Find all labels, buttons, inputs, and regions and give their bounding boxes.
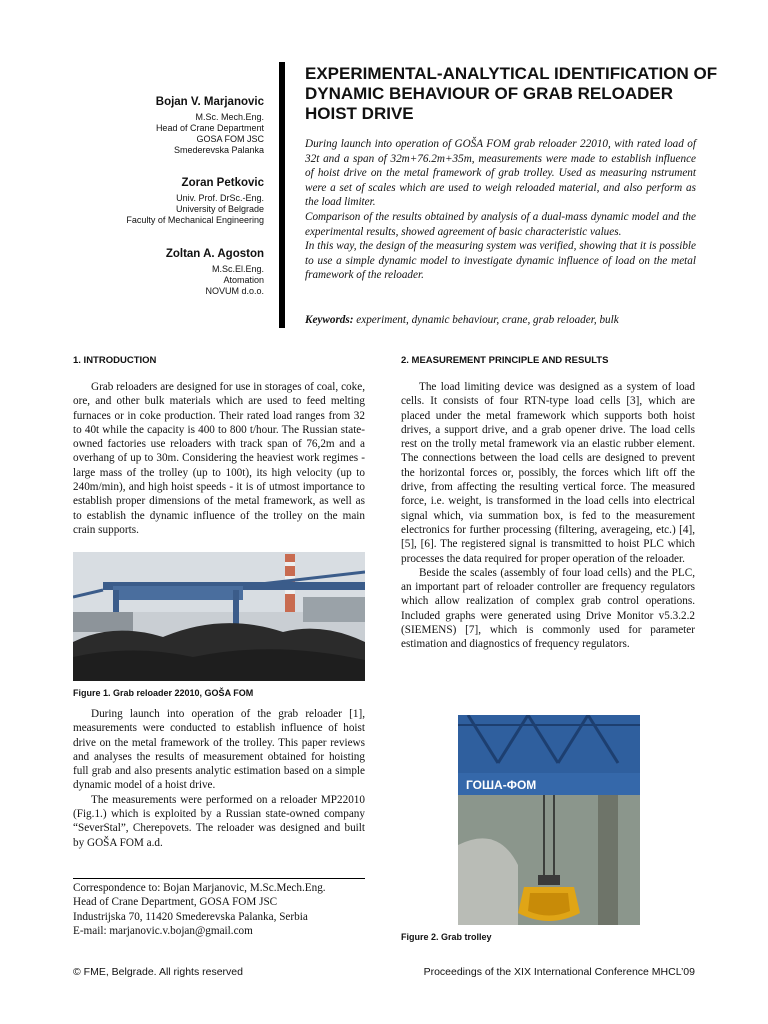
paragraph: The measurements were performed on a reloader MP22010 (Fig.1.) which is exploited by a Russian state-owned company “SeverStal”, Cherepovets. The reloader was designed and built by GOŠA FOM a.d.	[73, 793, 365, 849]
abstract	[305, 137, 696, 283]
author-block-1	[156, 96, 264, 156]
author-block-3	[166, 248, 264, 297]
footer-proceedings: Proceedings of the XIX International Conference MHCL’09	[423, 966, 695, 978]
grab-reloader-photo	[73, 552, 365, 681]
figure-2-caption: Figure 2. Grab trolley	[401, 932, 492, 942]
author-name: Zoran Petkovic	[181, 177, 264, 189]
paragraph: Grab reloaders are designed for use in storages of coal, coke, ore, and other bulk materials which are used to feed melting furnaces or in coke production. Their rated load ranges from 32 to 40t while the capacity is 400 to 800 t/hour. The Russian state-owned factories use reloaders with track span of 76,2m and a overhang of up to 30m. Considering the heaviest work regimes - large mass of the trolley (up to 100t), its high velocity (up to 240m/min), and high hoist speeds - it is of utmost importance to establish proper dimensions of the metal framework, as well as to establish the dynamic influence of the trolley on the main crain supports.	[73, 381, 365, 536]
keywords	[305, 314, 619, 326]
abstract-paragraph: Comparison of the results obtained by analysis of a dual-mass dynamic model and the experimental results, showed agreement of basic characteristic values.	[305, 210, 696, 238]
author-block-2	[126, 177, 264, 226]
figure-1-image	[73, 552, 365, 681]
author-name: Bojan V. Marjanovic	[155, 96, 264, 108]
abstract-paragraph: In this way, the design of the measuring system was verified, showing that it is possible to use a simple dynamic model to investigate dynamic influence of load on the metal framework of the reloader.	[305, 240, 696, 282]
figure-2-sign-text: ГОША-ФОМ	[466, 778, 537, 792]
correspondence	[73, 881, 373, 938]
author-affiliation: Atomation	[223, 275, 264, 285]
author-affiliation: Smederevska Palanka	[173, 145, 264, 155]
section-heading-introduction: 1. INTRODUCTION	[73, 355, 157, 366]
correspondence-email: E-mail: marjanovic.v.bojan@gmail.com	[73, 924, 253, 937]
abstract-paragraph: During launch into operation of GOŠA FOM grab reloader 22010, with rated load of 32t and a span of 32m+76.2m+35m, measurements were made to establish influence of hoist drive on the metal framework of grab trolley. Used as measuring nstrument were a set of scales which are used to weigh reloaded material, and also perform as the load limiter.	[305, 138, 696, 209]
correspondence-line: Correspondence to: Bojan Marjanovic, M.Sc.Mech.Eng.	[73, 882, 326, 894]
paragraph: During launch into operation of the grab reloader [1], measurements were conducted to establish influence of hoist drive on the metal framework of the trolley. This paper reviews and analyses the results of measurement obtained for hoisting full grab and also presents analytic estimation based on a simple dynamic model of a hoist drive.	[73, 708, 365, 792]
correspondence-line: Head of Crane Department, GOSA FOM JSC	[73, 896, 278, 909]
paragraph: The load limiting device was designed as a system of load cells. It consists of four RTN-type load cells [3], which are placed under the metal framework which supports both hoist drives, a support drive, and a grab opener drive. The load cells rest on the trolly metal framework via an elastic rubber element. The connections between the load cells are designed to prevent the horizontal forces or, possibly, the forces which lift off the drive, from affecting the resulting vertical force. The measured force, i.e. weight, is transformed in the load cells into electrical signal which, via summation box, is fed to the measurement electronics for further processing (filtering, averageing, etc.) [4], [5], [6]. The registered signal is transmitted to hoist PLC which processes the data required for proper operation of the reloader.	[401, 381, 695, 565]
measurement-text	[401, 380, 695, 652]
figure-1-caption: Figure 1. Grab reloader 22010, GOŠA FOM	[73, 688, 254, 698]
author-affiliation: Univ. Prof. DrSc.-Eng.	[176, 193, 264, 203]
correspondence-line: Industrijska 70, 11420 Smederevska Palanka, Serbia	[73, 910, 308, 923]
title-divider-bar	[279, 62, 285, 328]
paragraph: Beside the scales (assembly of four load cells) and the PLC, an important part of reloader controller are frequency regulators which allow realization of complex grab control operations. Included graphs were generated using Drive Monitor v5.3.2.2 (SIEMENS) [7], which is commonly used for parameter estimation and diagnostics of frequency regulators.	[401, 566, 695, 651]
author-affiliation: University of Belgrade	[175, 204, 264, 214]
footer-copyright: © FME, Belgrade. All rights reserved	[73, 966, 243, 978]
author-affiliation: GOSA FOM JSC	[196, 134, 264, 144]
figure-2-image	[458, 715, 640, 925]
author-affiliation: M.Sc.El.Eng.	[211, 264, 264, 274]
author-name: Zoltan A. Agoston	[165, 248, 264, 260]
paper-title: EXPERIMENTAL-ANALYTICAL IDENTIFICATION OF DYNAMIC BEHAVIOUR OF GRAB RELOADER HOIST DRIVE	[305, 64, 718, 123]
author-affiliation: M.Sc. Mech.Eng.	[195, 112, 264, 122]
introduction-text-continued	[73, 707, 365, 850]
author-affiliation: Head of Crane Department	[155, 123, 264, 133]
section-heading-measurement: 2. MEASUREMENT PRINCIPLE AND RESULTS	[401, 355, 609, 366]
grab-trolley-photo	[458, 715, 640, 925]
correspondence-rule	[73, 878, 365, 879]
author-affiliation: NOVUM d.o.o.	[205, 286, 264, 296]
keywords-label: Keywords:	[305, 314, 354, 326]
introduction-text	[73, 380, 365, 537]
author-affiliation: Faculty of Mechanical Engineering	[126, 215, 264, 225]
keywords-text: experiment, dynamic behaviour, crane, grab reloader, bulk	[356, 314, 619, 326]
